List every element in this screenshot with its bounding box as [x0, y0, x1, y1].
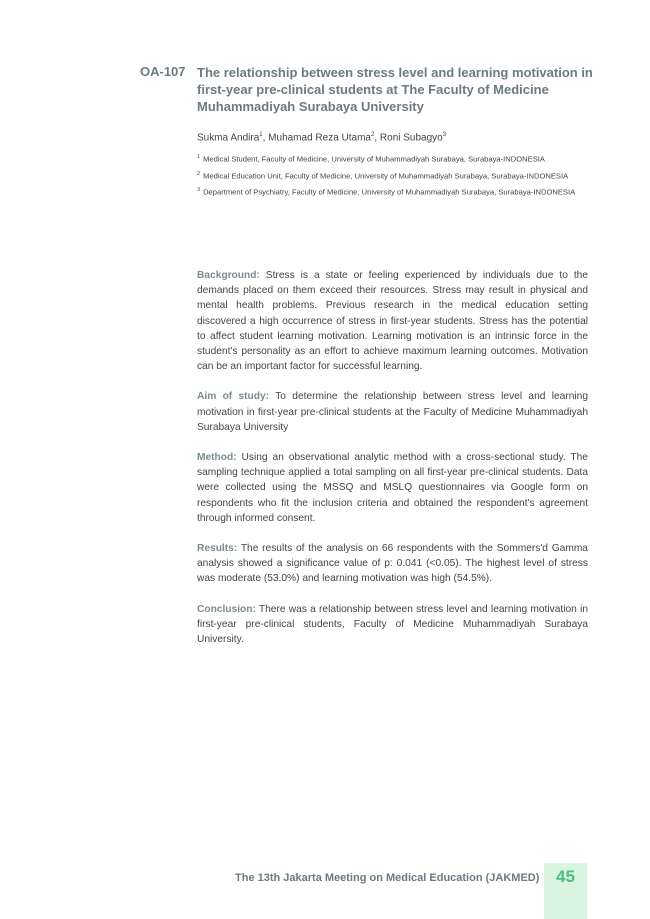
affiliation-text: Medical Education Unit, Faculty of Medicine, University of Muhammadiyah Surabaya, Surabaya-INDONESIA — [203, 171, 569, 181]
section-text: Using an observational analytic method with a cross-sectional study. The sampling technique applied a total sampling on all first-year pre-clinical students. Data were collected using the MSSQ and MSLQ questionnaires via Google form on respondents who fit the inclusion criteria and obtained the respondent's agreement through informed consent. — [197, 452, 588, 524]
section-label: Aim of study: — [197, 391, 270, 403]
section-label: Background: — [197, 270, 260, 281]
abstract-code: OA-107 — [140, 64, 186, 79]
affiliation-text: Department of Psychiatry, Faculty of Medicine, University of Muhammadiyah Surabaya, Surabaya-INDONESIA — [203, 187, 576, 197]
section-method — [197, 450, 588, 526]
page-number: 45 — [556, 867, 575, 886]
footer-title: The 13th Jakarta Meeting on Medical Education (JAKMED) — [235, 872, 540, 884]
author-name: Muhamad Reza Utama — [268, 132, 371, 144]
author-superscript: 1 — [259, 132, 263, 138]
affiliation-superscript: 2 — [197, 170, 201, 177]
section-label: Results: — [197, 543, 238, 555]
affiliation-list — [197, 150, 592, 200]
author-name: Sukma Andira — [197, 132, 260, 144]
affiliation-item — [197, 150, 592, 167]
section-text: Stress is a state or feeling experienced by individuals due to the demands placed on them exceed their resources. Stress may result in physical and mental health problems. Previous research in the medical education setting discovered a high occurrence of stress in first-year students. Stress has the potential to affect student learning motivation. Learning motivation is an intrinsic force in the student's personality as an effort to achieve maximum learning outcomes. Motivation can be an important factor for successful learning. — [197, 270, 588, 373]
author-superscript: 2 — [371, 132, 375, 138]
abstract-title: The relationship between stress level and learning motivation in first-year pre-clinical students at The Faculty of Medicine Muhammadiyah Surabaya University — [197, 65, 593, 114]
page-number-box — [544, 863, 587, 919]
author-name: Roni Subagyo — [379, 132, 443, 144]
section-label: Method: — [197, 452, 237, 464]
author-list: Sukma Andira$^1$, Muhamad Reza Utama$^2$, Roni Subagyo$^3$ — [197, 132, 447, 144]
section-conclusion — [197, 602, 588, 648]
section-results — [197, 541, 588, 587]
section-label: Conclusion: — [197, 603, 256, 615]
author-superscript: 3 — [442, 132, 447, 138]
affiliation-text: Medical Student, Faculty of Medicine, University of Muhammadiyah Surabaya, Surabaya-INDONESIA — [203, 154, 545, 164]
section-aim — [197, 389, 588, 435]
section-text: To determine the relationship between stress level and learning motivation in first-year pre-clinical students at the Faculty of Medicine Muhammadiyah Surabaya University — [197, 391, 588, 433]
section-text: There was a relationship between stress level and learning motivation in first-year pre-clinical students, Faculty of Medicine Muhammadiyah Surabaya University. — [197, 603, 589, 646]
section-text: The results of the analysis on 66 respondents with the Sommers'd Gamma analysis showed a significance value of p: 0.041 (<0.05). The highest level of stress was moderate (53.0%) and learning motivation was high (54.5%). — [197, 543, 588, 585]
affiliation-superscript: 3 — [197, 187, 201, 194]
affiliation-item — [197, 167, 592, 184]
abstract-body — [197, 268, 588, 662]
section-background — [197, 268, 588, 374]
affiliation-item — [197, 183, 592, 200]
affiliation-superscript: 1 — [197, 154, 201, 160]
